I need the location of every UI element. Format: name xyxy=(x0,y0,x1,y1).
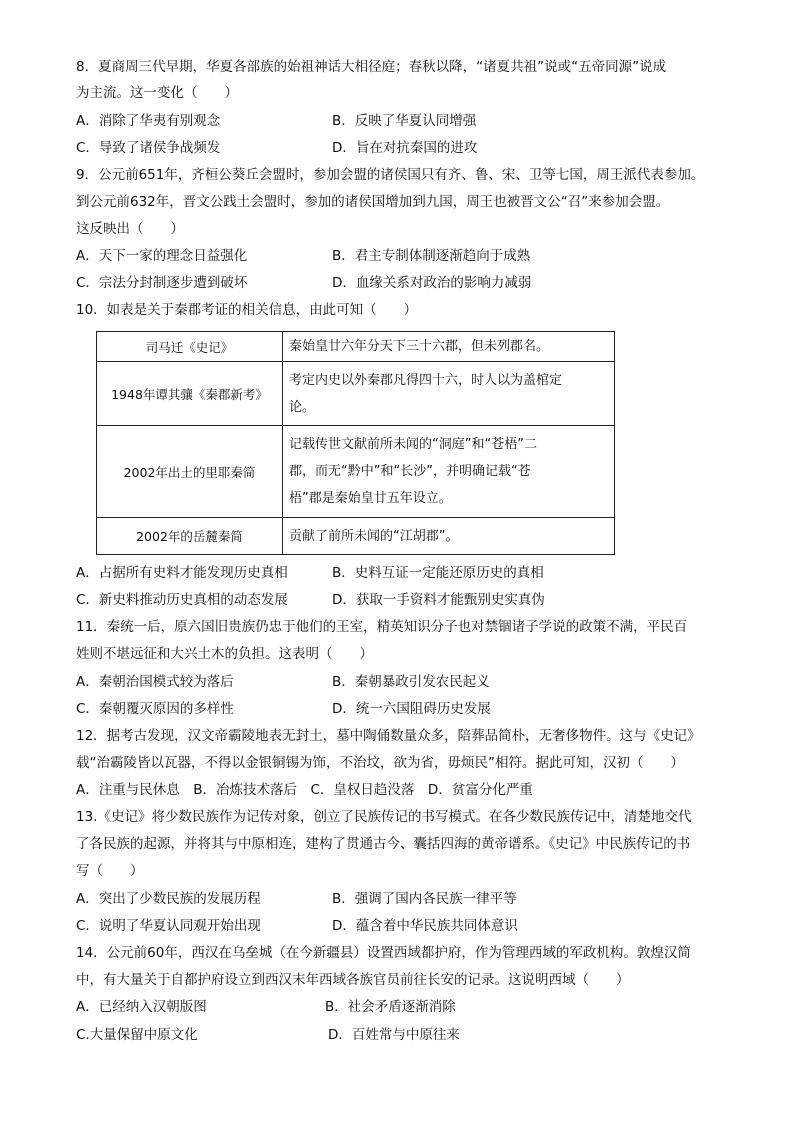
table-source-cell: 司马迁《史记》 xyxy=(97,332,283,362)
q8-option-c: C．导致了诸侯争战频发 xyxy=(76,140,221,156)
table-info-line: 贡献了前所未闻的“江胡郡”。 xyxy=(289,528,459,544)
q11-option-a: A．秦朝治国模式较为落后 xyxy=(76,674,234,690)
q14-option-b: B．社会矛盾逐渐消除 xyxy=(325,999,456,1015)
q13-stem: 13.《史记》将少数民族作为记传对象，创立了民族传记的书写模式。在各少数民族传记中，清楚地交代 xyxy=(76,809,692,825)
q9-option-d: D．血缘关系对政治的影响力减弱 xyxy=(332,275,532,291)
table-info-line: 考定内史以外秦郡凡得四十六，时人以为盖棺定 xyxy=(289,372,563,388)
table-info-line: 郡，而无“黔中”和“长沙”，并明确记载“苍 xyxy=(289,464,531,479)
table-row xyxy=(97,332,615,362)
q8-option-b: B．反映了华夏认同增强 xyxy=(332,113,477,129)
table-info-line: 梧”郡是秦始皇廿五年设立。 xyxy=(289,491,452,506)
q11-stem: 11．秦统一后，原六国旧贵族仍忠于他们的王室，精英知识分子也对禁锢诸子学说的政策不满，平民百 xyxy=(76,619,688,635)
q8-stem: 8．夏商周三代早期，华夏各部族的始祖神话大相径庭；春秋以降，“诸夏共祖”说或“五帝同源”说成 xyxy=(76,59,667,75)
q9-stem-cont: 到公元前632年，晋文公践土会盟时，参加的诸侯国增加到九国，周王也被晋文公“召”来参加会盟。 xyxy=(76,194,670,210)
q10-option-d: D．获取一手资料才能甄别史实真伪 xyxy=(332,592,545,608)
q12-stem-cont: 载“治霸陵皆以瓦器，不得以金银铜锡为饰，不治坟，欲为省，毋烦民”相符。据此可知，汉初（ ） xyxy=(76,755,684,771)
qin-commandery-table xyxy=(96,331,615,555)
q13-option-a: A．突出了少数民族的发展历程 xyxy=(76,891,261,907)
q10-option-a: A．占据所有史料才能发现历史真相 xyxy=(76,565,288,581)
q11-option-c: C．秦朝覆灭原因的多样性 xyxy=(76,701,234,717)
q14-option-a: A．已经纳入汉朝版图 xyxy=(76,999,207,1015)
q14-option-c: C.大量保留中原文化 xyxy=(76,1027,198,1043)
table-info-line: 论。 xyxy=(289,399,316,415)
table-info-cell xyxy=(283,426,615,518)
table-source-cell: 2002年的岳麓秦简 xyxy=(97,518,283,555)
table-info-line: 秦始皇廿六年分天下三十六郡，但未列郡名。 xyxy=(289,339,550,354)
q9-stem-end: 这反映出（ ） xyxy=(76,221,184,237)
table-info-line: 记载传世文献前所未闻的“洞庭”和“苍梧”二 xyxy=(289,437,537,452)
q13-option-d: D．蕴含着中华民族共同体意识 xyxy=(332,918,518,934)
q11-option-d: D．统一六国阻碍历史发展 xyxy=(332,701,491,717)
q13-option-b: B．强调了国内各民族一律平等 xyxy=(332,891,517,907)
q10-option-c: C．新史料推动历史真相的动态发展 xyxy=(76,592,288,608)
table-source-cell: 1948年谭其骧《秦郡新考》 xyxy=(97,362,283,426)
q12-stem: 12．据考古发现，汉文帝霸陵地表无封土，墓中陶俑数量众多，陪葬品简朴，无奢侈物件。这与《史记》 xyxy=(76,728,701,744)
q13-option-c: C．说明了华夏认同观开始出现 xyxy=(76,918,261,934)
table-row xyxy=(97,362,615,426)
q14-stem-cont: 中，有大量关于自都护府设立到西汉末年西域各族官员前往长安的记录。这说明西域（ ） xyxy=(76,972,630,988)
q9-option-b: B．君主专制体制逐渐趋向于成熟 xyxy=(332,248,531,264)
q8-option-d: D．旨在对抗秦国的进攻 xyxy=(332,140,478,156)
q10-stem: 10．如表是关于秦郡考证的相关信息，由此可知（ ） xyxy=(76,302,418,318)
table-source-cell: 2002年出土的里耶秦简 xyxy=(97,426,283,518)
q11-option-b: B．秦朝暴政引发农民起义 xyxy=(332,674,490,690)
q13-stem-cont: 了各民族的起源，并将其与中原相连，建构了贯通古今、囊括四海的黄帝谱系。《史记》中民族传记的书 xyxy=(76,836,691,852)
q13-stem-end: 写（ ） xyxy=(76,863,144,879)
table-row xyxy=(97,518,615,555)
q14-option-d: D．百姓常与中原往来 xyxy=(328,1027,460,1043)
q8-option-a: A．消除了华夷有别观念 xyxy=(76,113,221,129)
q9-stem: 9．公元前651年，齐桓公葵丘会盟时，参加会盟的诸侯国只有齐、鲁、宋、卫等七国，周王派代表参加。 xyxy=(76,167,705,183)
table-info-cell xyxy=(283,518,615,555)
q10-option-b: B．史料互证一定能还原历史的真相 xyxy=(332,565,544,581)
q8-stem-cont: 为主流。这一变化（ ） xyxy=(76,85,238,101)
q12-options: A．注重与民休息 B．冶炼技术落后 C．皇权日趋没落 D．贫富分化严重 xyxy=(76,782,533,798)
table-info-cell xyxy=(283,362,615,426)
table-info-cell xyxy=(283,332,615,362)
q9-option-a: A．天下一家的理念日益强化 xyxy=(76,248,248,264)
q14-stem: 14．公元前60年，西汉在乌垒城（在今新疆县）设置西域都护府，作为管理西域的军政机构。敦煌汉简 xyxy=(76,945,691,961)
q9-option-c: C．宗法分封制逐步遭到破坏 xyxy=(76,275,248,291)
q11-stem-cont: 姓则不堪远征和大兴土木的负担。这表明（ ） xyxy=(76,646,373,662)
table-row xyxy=(97,426,615,518)
